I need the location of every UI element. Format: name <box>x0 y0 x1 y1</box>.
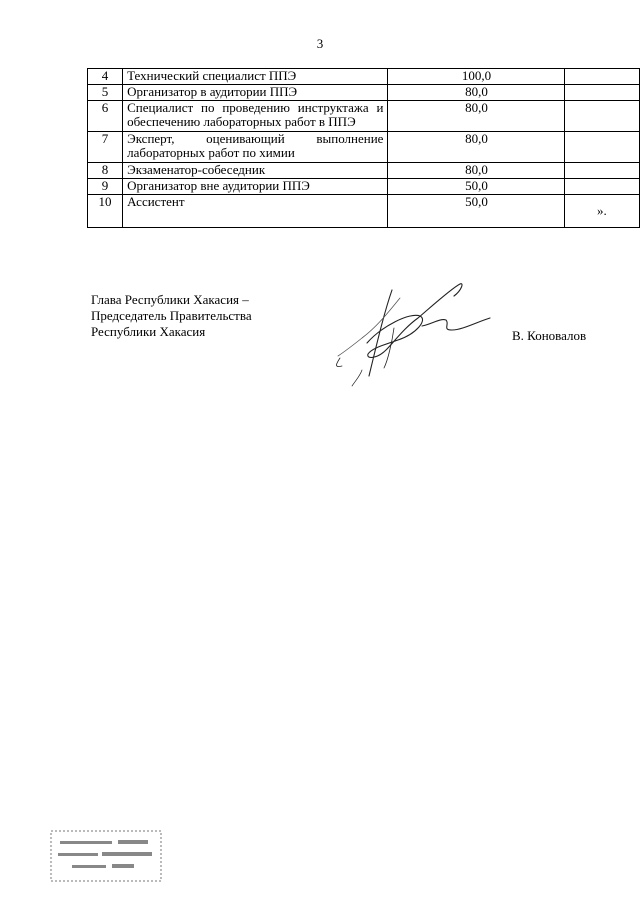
row-empty-cell <box>565 179 640 195</box>
signatory-title-line: Республики Хакасия <box>91 324 206 339</box>
table-row <box>88 132 640 163</box>
row-name: Специалист по проведению инструктажа и обеспечению лабораторных работ в ППЭ <box>123 101 388 132</box>
row-value: 50,0 <box>388 179 565 195</box>
closing-quote: ». <box>597 203 607 218</box>
row-name: Экзаменатор-собеседник <box>123 163 388 179</box>
page-number: 3 <box>316 36 324 51</box>
registration-stamp <box>48 827 166 885</box>
table-row <box>88 85 640 101</box>
row-value: 50,0 <box>388 195 565 228</box>
row-value: 100,0 <box>388 69 565 85</box>
row-number: 7 <box>88 132 123 163</box>
row-empty-cell <box>565 163 640 179</box>
table-row <box>88 163 640 179</box>
row-number: 5 <box>88 85 123 101</box>
rates-table <box>87 68 640 228</box>
row-value: 80,0 <box>388 163 565 179</box>
handwritten-signature <box>322 268 497 396</box>
signatory-title-line: Председатель Правительства <box>91 308 252 323</box>
table-row <box>88 69 640 85</box>
row-number: 8 <box>88 163 123 179</box>
row-empty-cell <box>565 85 640 101</box>
row-value: 80,0 <box>388 101 565 132</box>
row-number: 9 <box>88 179 123 195</box>
row-empty-cell <box>565 132 640 163</box>
row-name: Организатор вне аудитории ППЭ <box>123 179 388 195</box>
table-row <box>88 179 640 195</box>
signatory-title-line: Глава Республики Хакасия – <box>91 292 249 307</box>
row-name: Технический специалист ППЭ <box>123 69 388 85</box>
row-number: 4 <box>88 69 123 85</box>
row-name: Ассистент <box>123 195 388 228</box>
row-value: 80,0 <box>388 132 565 163</box>
signatory-title <box>91 292 252 340</box>
row-number: 10 <box>88 195 123 228</box>
row-value: 80,0 <box>388 85 565 101</box>
row-empty-cell <box>565 69 640 85</box>
row-empty-cell <box>565 101 640 132</box>
signer-name: В. Коновалов <box>512 328 587 343</box>
table-row <box>88 101 640 132</box>
row-name: Эксперт, оценивающий выполнение лабораторных работ по химии <box>123 132 388 163</box>
table-row <box>88 195 640 228</box>
row-number: 6 <box>88 101 123 132</box>
row-name: Организатор в аудитории ППЭ <box>123 85 388 101</box>
